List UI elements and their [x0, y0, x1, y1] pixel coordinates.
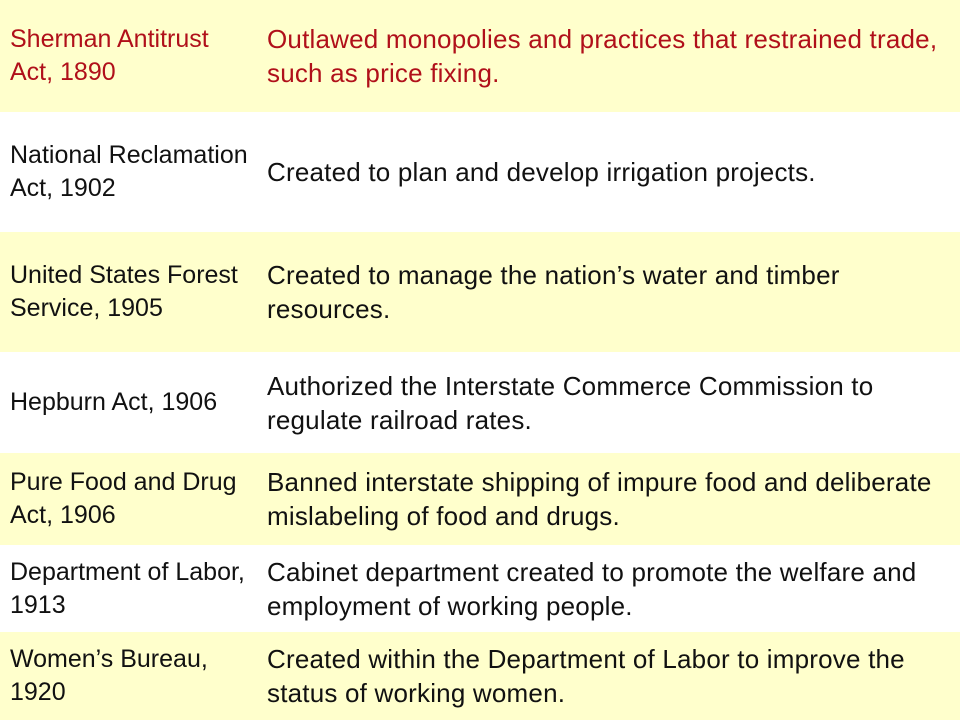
description-text: Outlawed monopolies and practices that restrained trade, such as price fixing. [267, 24, 938, 88]
term-text: United States Forest Service, 1905 [10, 261, 238, 322]
description-cell [256, 232, 960, 352]
table-row [0, 453, 960, 545]
term-cell [0, 0, 256, 112]
table-row [0, 232, 960, 352]
term-text: National Reclamation Act, 1902 [10, 141, 248, 202]
term-cell [0, 112, 256, 232]
description-cell [256, 112, 960, 232]
description-text: Banned interstate shipping of impure food and deliberate mislabeling of food and drugs. [267, 467, 932, 531]
term-cell [0, 352, 256, 453]
table-row [0, 112, 960, 232]
description-cell [256, 453, 960, 545]
term-text: Women’s Bureau, 1920 [10, 645, 208, 706]
term-cell [0, 453, 256, 545]
description-cell [256, 545, 960, 632]
term-text: Pure Food and Drug Act, 1906 [10, 468, 237, 529]
table-row [0, 0, 960, 112]
term-text: Hepburn Act, 1906 [10, 388, 218, 416]
term-cell [0, 632, 256, 720]
table-row [0, 545, 960, 632]
description-cell [256, 0, 960, 112]
description-cell [256, 632, 960, 720]
description-text: Created within the Department of Labor to improve the status of working women. [267, 644, 905, 708]
term-text: Sherman Antitrust Act, 1890 [10, 25, 209, 86]
description-text: Created to manage the nation’s water and timber resources. [267, 260, 840, 324]
description-text: Cabinet department created to promote the welfare and employment of working people. [267, 556, 917, 621]
table-row [0, 632, 960, 720]
table-row [0, 352, 960, 453]
description-text: Created to plan and develop irrigation projects. [267, 157, 816, 187]
description-cell [256, 352, 960, 453]
description-text: Authorized the Interstate Commerce Commission to regulate railroad rates. [267, 370, 874, 435]
term-cell [0, 232, 256, 352]
term-cell [0, 545, 256, 632]
term-text: Department of Labor, 1913 [10, 557, 245, 619]
